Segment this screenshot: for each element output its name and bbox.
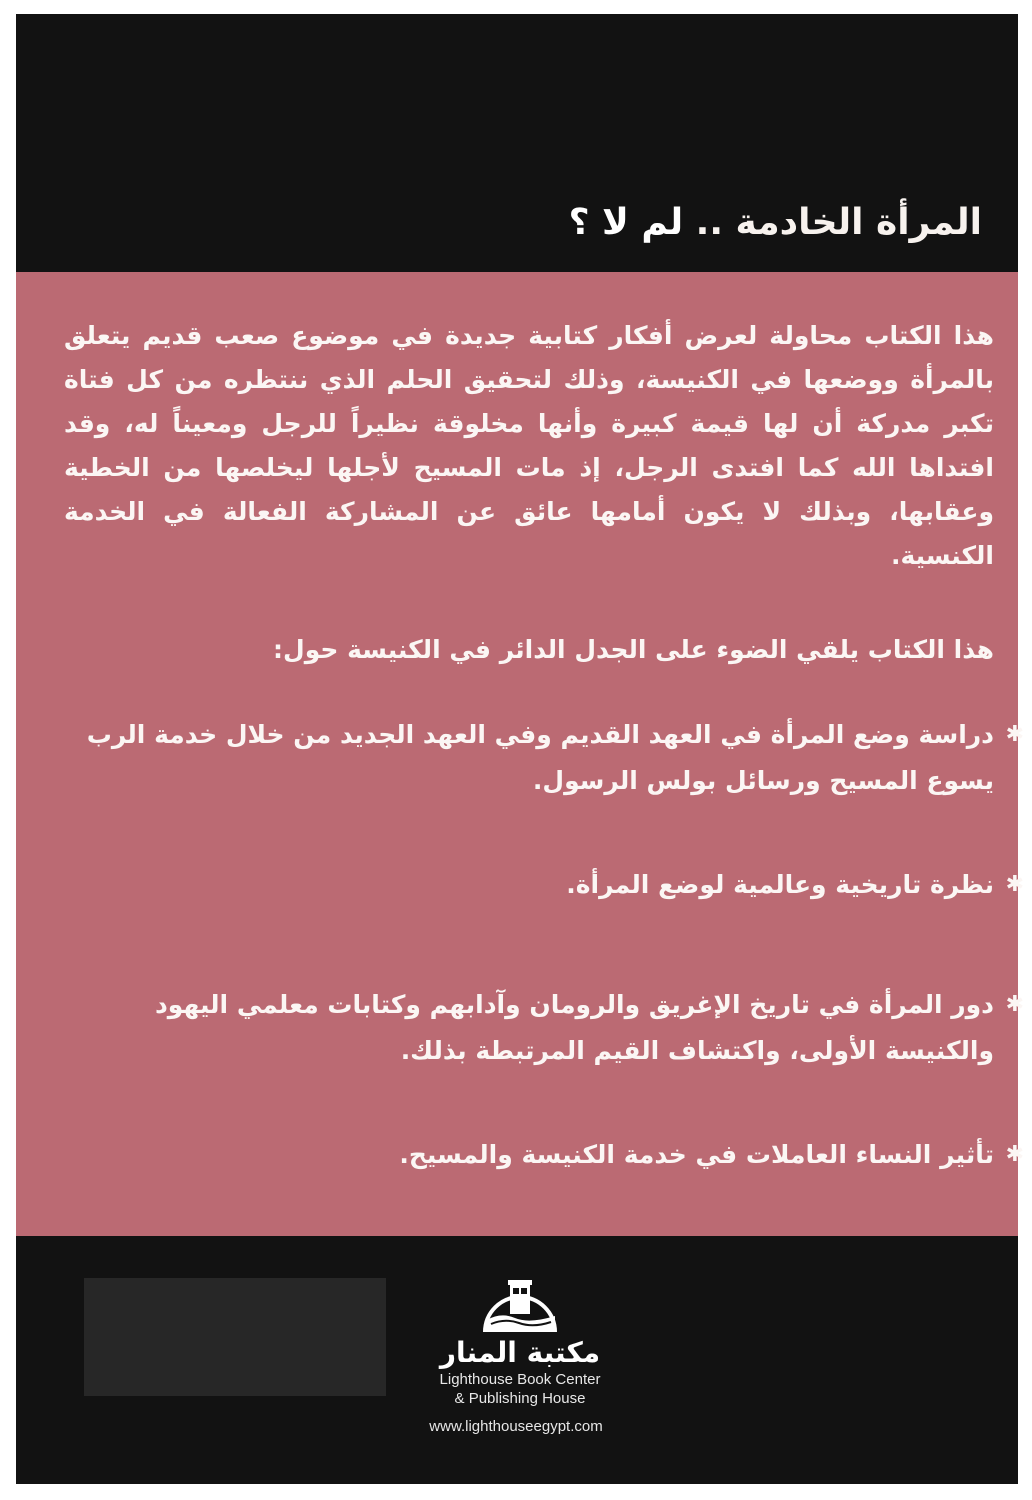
asterisk-icon: ✱	[1005, 1142, 1024, 1167]
list-item	[64, 712, 1024, 804]
list-item-text: دور المرأة في تاريخ الإغريق والرومان وآدابهم وكتابات معلمي اليهود والكنيسة الأولى، واكتشاف القيم المرتبطة بذلك.	[154, 990, 994, 1065]
list-item-text: نظرة تاريخية وعالمية لوضع المرأة.	[566, 870, 994, 899]
lighthouse-icon	[481, 1262, 559, 1334]
description-panel	[16, 272, 1024, 1236]
publisher-name-arabic: مكتبة المنار	[439, 1336, 601, 1369]
publisher-name-en-2: & Publishing House	[454, 1390, 586, 1407]
book-title-main: المرأة الخادمة ..	[683, 202, 982, 243]
book-title-accent: لم لا ؟	[568, 202, 684, 243]
asterisk-icon: ✱	[1005, 992, 1024, 1017]
lead-in-text: هذا الكتاب يلقي الضوء على الجدل الدائر في الكنيسة حول:	[273, 635, 994, 664]
publisher-logo	[400, 1262, 640, 1408]
title-row	[16, 202, 1018, 264]
list-item-text: تأثير النساء العاملات في خدمة الكنيسة والمسيح.	[399, 1140, 994, 1169]
asterisk-icon: ✱	[1005, 872, 1024, 897]
publisher-website: www.lighthouseegypt.com	[429, 1418, 603, 1435]
publisher-name-en-1: Lighthouse Book Center	[439, 1371, 601, 1388]
list-item	[64, 982, 1024, 1074]
asterisk-icon: ✱	[1005, 722, 1024, 747]
list-item-text: دراسة وضع المرأة في العهد القديم وفي العهد الجديد من خلال خدمة الرب يسوع المسيح ورسائل بولس الرسول.	[86, 720, 994, 795]
list-item	[64, 1132, 1024, 1178]
barcode-sticker-residue	[84, 1278, 386, 1396]
book-title	[569, 202, 982, 243]
intro-paragraph: هذا الكتاب محاولة لعرض أفكار كتابية جديدة في موضوع صعب قديم يتعلق بالمرأة ووضعها في الكنيسة، وذلك لتحقيق الحلم الذي ننتظره من كل فتاة تكبر مدركة أن لها قيمة كبيرة وأنها مخلوقة نظيراً للرجل ومعيناً له، وقد افتداها الله كما افتدى الرجل، إذ مات المسيح لأجلها ليخلصها من الخطية وعقابها، وبذلك لا يكون أمامها عائق عن المشاركة الفعالة في الخدمة الكنسية.	[64, 321, 994, 570]
list-item	[64, 862, 1024, 908]
